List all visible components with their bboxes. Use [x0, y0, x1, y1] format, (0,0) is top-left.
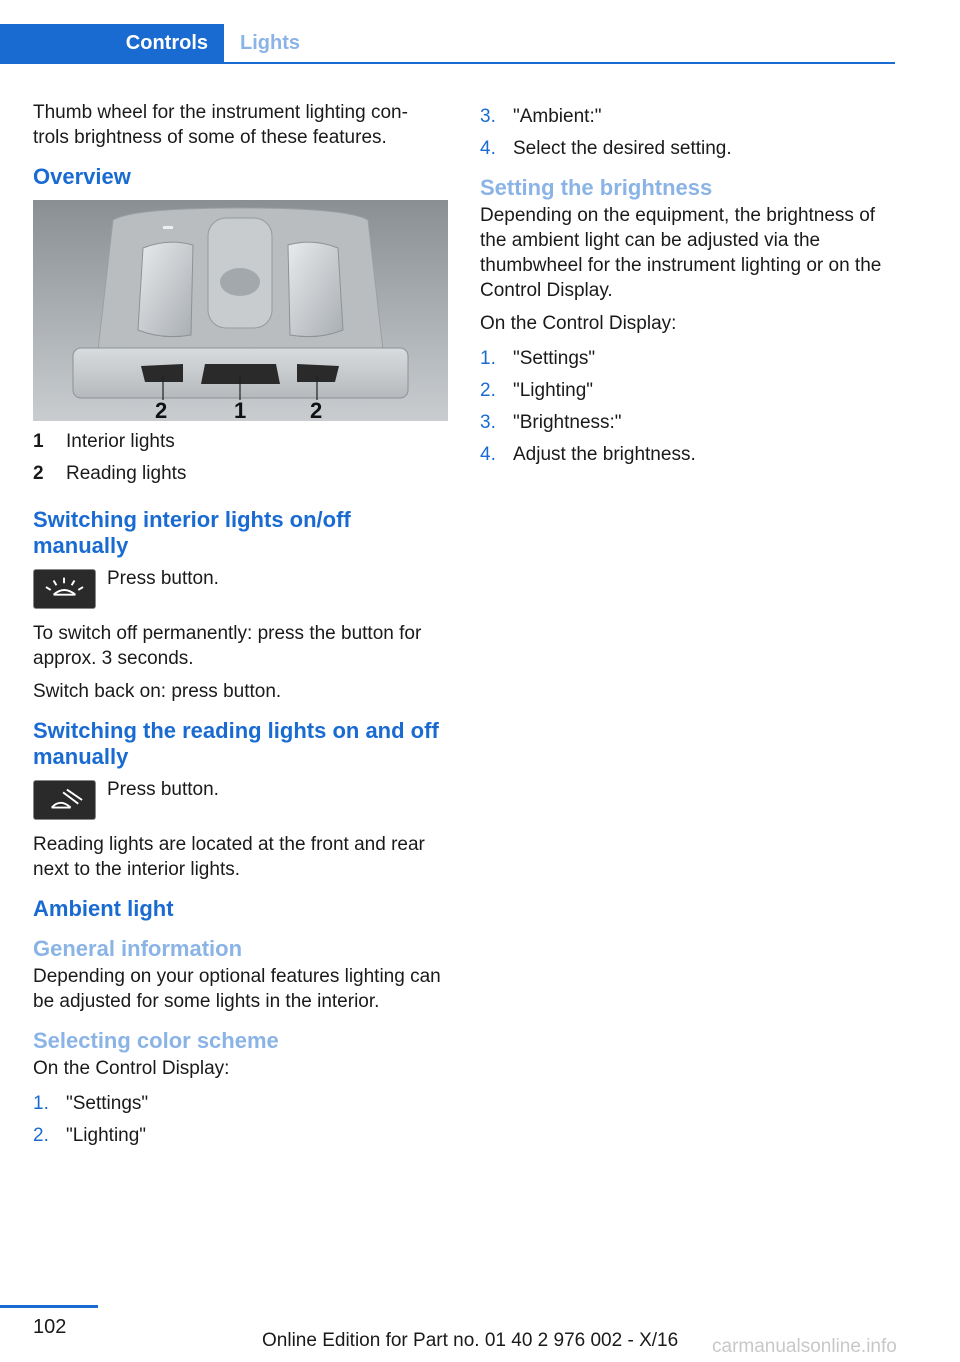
interior-light-icon [33, 569, 96, 609]
list-number: 2. [33, 1125, 49, 1146]
brightness-paragraph-1: Depending on the equipment, the brightness of the ambient light can be adjusted via the thumbwheel for the instrument lighting or on the Control Display. [480, 205, 882, 301]
color-heading: Selecting color scheme [33, 1028, 279, 1053]
brightness-paragraph-2: On the Control Display: [480, 313, 677, 334]
watermark-text: carmanualsonline.info [712, 1336, 897, 1357]
color-steps-list-continued [480, 104, 890, 161]
list-number: 1. [33, 1093, 49, 1114]
overhead-console-figure [33, 200, 448, 421]
figure-label: 2 [310, 398, 323, 421]
list-item [480, 104, 890, 129]
list-number: 4. [480, 138, 496, 159]
legend-number: 1 [33, 431, 44, 452]
general-heading: General information [33, 936, 243, 961]
reading-press-text: Press button. [107, 779, 219, 800]
brightness-heading: Setting the brightness [480, 175, 713, 200]
list-item [480, 442, 890, 467]
legend-text: Reading lights [66, 463, 187, 484]
list-text: Select the desired setting. [513, 138, 732, 159]
interior-button-row [33, 569, 448, 609]
right-column [480, 104, 890, 477]
legend-item [33, 429, 448, 454]
list-number: 4. [480, 444, 496, 465]
color-steps-list [33, 1091, 448, 1148]
tab-controls[interactable]: Controls [0, 24, 224, 62]
figure-legend [33, 429, 448, 493]
list-item [480, 378, 890, 403]
list-text: "Settings" [66, 1093, 149, 1114]
list-text: Adjust the brightness. [513, 444, 696, 465]
list-text: "Lighting" [66, 1125, 147, 1146]
brightness-steps-list [480, 346, 890, 467]
list-item [480, 346, 890, 371]
legend-item [33, 461, 448, 486]
list-item [480, 136, 890, 161]
reading-heading: Switching the reading lights on and off manually [33, 718, 439, 769]
figure-label: 1 [234, 398, 247, 421]
interior-paragraph-2: Switch back on: press button. [33, 681, 282, 702]
tab-lights[interactable]: Lights [240, 32, 300, 54]
list-text: "Ambient:" [513, 106, 602, 127]
list-number: 2. [480, 380, 496, 401]
legend-text: Interior lights [66, 431, 175, 452]
color-paragraph: On the Control Display: [33, 1058, 230, 1079]
legend-number: 2 [33, 463, 44, 484]
interior-heading: Switching interior lights on/off manually [33, 507, 351, 558]
header-tabbar [0, 24, 895, 64]
interior-paragraph-1: To switch off permanently: press the button for approx. 3 seconds. [33, 623, 422, 669]
footer-rule [0, 1305, 98, 1308]
intro-text: Thumb wheel for the instrument lighting con‐ trols brightness of some of these features. [33, 102, 408, 148]
figure-label: 2 [155, 398, 168, 421]
interior-press-text: Press button. [107, 568, 219, 589]
list-number: 3. [480, 106, 496, 127]
overview-heading: Overview [33, 164, 131, 189]
ambient-heading: Ambient light [33, 896, 174, 921]
general-paragraph: Depending on your optional features lighting can be adjusted for some lights in the interior. [33, 966, 441, 1012]
list-item [33, 1091, 448, 1116]
page-number: 102 [33, 1316, 67, 1338]
edition-text: Online Edition for Part no. 01 40 2 976 002 - X/16 [262, 1330, 679, 1351]
reading-paragraph-1: Reading lights are located at the front and rear next to the interior lights. [33, 834, 425, 880]
reading-light-icon [33, 780, 96, 820]
left-column [33, 100, 448, 1158]
reading-button-row [33, 780, 448, 820]
list-item [480, 410, 890, 435]
list-text: "Settings" [513, 348, 596, 369]
list-number: 3. [480, 412, 496, 433]
list-text: "Brightness:" [513, 412, 622, 433]
list-text: "Lighting" [513, 380, 594, 401]
list-item [33, 1123, 448, 1148]
list-number: 1. [480, 348, 496, 369]
